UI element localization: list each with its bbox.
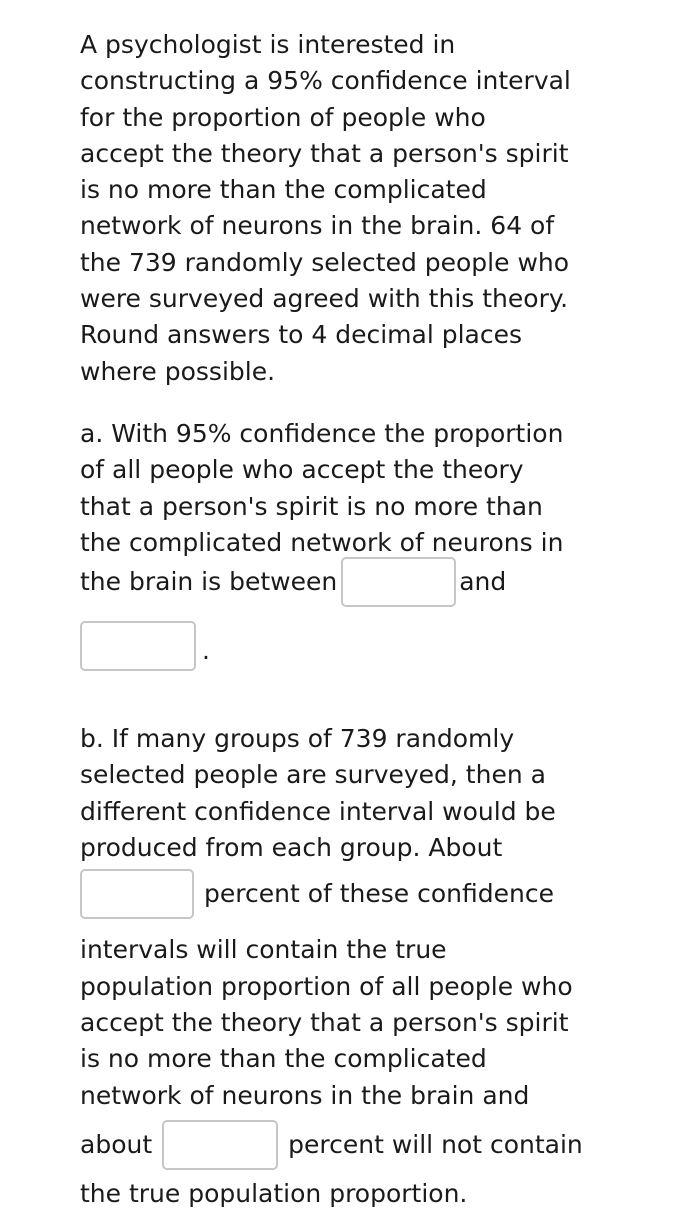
part-a-line: the complicated network of neurons in xyxy=(80,527,564,557)
part-b-line: accept the theory that a person's spirit xyxy=(80,1007,569,1037)
intro-line: the 739 randomly selected people who xyxy=(80,247,570,277)
intro-line: for the proportion of people who xyxy=(80,102,486,132)
part-a-lead-text: the brain is between xyxy=(80,567,338,596)
part-b-line: produced from each group. About xyxy=(80,833,503,863)
upper-bound-input[interactable] xyxy=(80,621,196,671)
part-a-line: a. With 95% confidence the proportion xyxy=(80,418,564,448)
part-b-answer-row-1 xyxy=(80,866,620,922)
part-b-line: selected people are surveyed, then a xyxy=(80,760,546,790)
question-content xyxy=(80,27,620,1212)
part-a-second-row xyxy=(80,617,620,675)
intro-line: Round answers to 4 decimal places xyxy=(80,320,523,350)
part-b-line: b. If many groups of 739 randomly xyxy=(80,724,515,754)
intro-line: constructing a 95% confidence interval xyxy=(80,66,571,96)
not-contain-percent-input[interactable] xyxy=(162,1120,278,1170)
after-box2-text: percent will not contain xyxy=(288,1129,583,1159)
part-a-line: of all people who accept the theory xyxy=(80,455,524,485)
part-b-line: different confidence interval would be xyxy=(80,796,556,826)
part-b-answer-row-2 xyxy=(80,1118,620,1172)
part-a-paragraph xyxy=(80,416,620,675)
intro-line: is no more than the complicated xyxy=(80,175,487,205)
intro-paragraph xyxy=(80,27,620,390)
part-b-line: is no more than the complicated xyxy=(80,1044,487,1074)
intro-line: were surveyed agreed with this theory. xyxy=(80,284,569,314)
part-a-line: that a person's spirit is no more than xyxy=(80,491,543,521)
after-box1-text: percent of these confidence xyxy=(204,879,554,909)
intro-line: A psychologist is interested in xyxy=(80,30,456,59)
intro-line: where possible. xyxy=(80,356,276,386)
spacer xyxy=(80,922,620,932)
part-a-answer-row xyxy=(80,559,620,605)
spacer xyxy=(80,390,620,416)
part-b-final-line: the true population proportion. xyxy=(80,1178,468,1208)
part-b-line: intervals will contain the true xyxy=(80,935,447,965)
part-b-line: population proportion of all people who xyxy=(80,971,573,1001)
lower-bound-input[interactable] xyxy=(341,557,456,607)
and-text: and xyxy=(459,567,507,596)
about-text: about xyxy=(80,1129,153,1159)
intro-line: network of neurons in the brain. 64 of xyxy=(80,211,555,241)
period-text: . xyxy=(202,635,210,665)
spacer xyxy=(80,675,620,721)
contain-percent-input[interactable] xyxy=(80,869,194,919)
part-b-paragraph xyxy=(80,721,620,1212)
part-b-line: network of neurons in the brain and xyxy=(80,1080,530,1110)
intro-line: accept the theory that a person's spirit xyxy=(80,138,569,168)
